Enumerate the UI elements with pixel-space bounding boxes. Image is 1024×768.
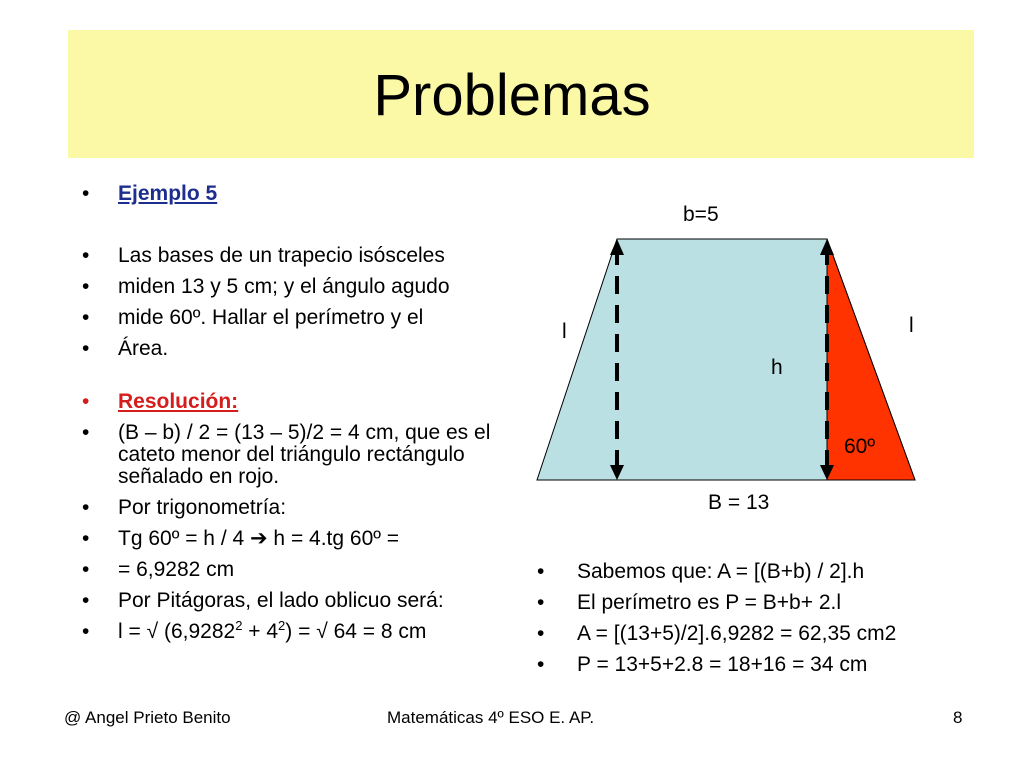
list-item	[82, 559, 527, 581]
trapezoid-diagram	[530, 195, 960, 525]
bullet-icon: •	[82, 496, 90, 519]
resolution-heading: Resolución:	[118, 390, 239, 413]
list-item	[82, 245, 527, 267]
list-item	[82, 528, 527, 550]
formula-part: l = √ (6,9282	[118, 620, 236, 643]
footer-course: Matemáticas 4º ESO E. AP.	[387, 708, 595, 727]
list-item	[82, 497, 527, 519]
list-item	[537, 592, 1007, 614]
bullet-icon: •	[82, 337, 90, 360]
list-item	[537, 654, 1007, 676]
statement-line: mide 60º. Hallar el perímetro y el	[118, 306, 424, 329]
statement-line: miden 13 y 5 cm; y el ángulo agudo	[118, 275, 450, 298]
bullet-icon: •	[82, 390, 90, 413]
bullet-icon: •	[82, 421, 90, 444]
angle-label: 60º	[844, 435, 876, 458]
pythagoras-formula	[118, 620, 426, 643]
list-item	[82, 307, 527, 329]
bullet-icon: •	[82, 244, 90, 267]
bullet-icon: •	[537, 622, 545, 645]
list-item	[82, 391, 527, 413]
bottom-base-label: B = 13	[708, 491, 770, 514]
exponent: 2	[278, 618, 286, 633]
bullet-icon: •	[537, 560, 545, 583]
formula-part: + 4	[242, 620, 279, 643]
bullet-icon: •	[82, 589, 90, 612]
left-side-label: l	[562, 320, 567, 343]
footer-page-number: 8	[953, 708, 963, 727]
footer-author: @ Angel Prieto Benito	[64, 708, 231, 727]
list-item	[82, 618, 527, 643]
bullet-icon: •	[82, 182, 90, 205]
resolution-step: (B – b) / 2 = (13 – 5)/2 = 4 cm, que es el cateto menor del triángulo rectángulo señalado en rojo.	[118, 421, 491, 488]
resolution-step: Por Pitágoras, el lado oblicuo será:	[118, 589, 444, 612]
height-label: h	[771, 356, 783, 379]
list-item	[537, 561, 1007, 583]
solution-line: A = [(13+5)/2].6,9282 = 62,35 cm2	[577, 622, 897, 645]
solution-line: Sabemos que: A = [(B+b) / 2].h	[577, 560, 865, 583]
bullet-icon: •	[537, 591, 545, 614]
top-base-label: b=5	[683, 203, 719, 226]
solution-line: P = 13+5+2.8 = 18+16 = 34 cm	[577, 653, 868, 676]
solution-list	[537, 561, 1007, 685]
statement-line: Área.	[118, 337, 169, 360]
statement-line: Las bases de un trapecio isósceles	[118, 244, 445, 267]
right-side-label: l	[909, 314, 914, 337]
formula-part: ) = √ 64 = 8 cm	[285, 620, 427, 643]
example-heading: Ejemplo 5	[118, 182, 218, 205]
resolution-step: Por trigonometría:	[118, 496, 287, 519]
bullet-icon: •	[82, 558, 90, 581]
trapezoid-figure	[530, 195, 960, 525]
bullet-icon: •	[82, 306, 90, 329]
problem-statement-list	[82, 183, 527, 643]
solution-line: El perímetro es P = B+b+ 2.l	[577, 591, 842, 614]
bullet-icon: •	[82, 620, 90, 643]
resolution-step: Tg 60º = h / 4 ➔ h = 4.tg 60º =	[118, 527, 400, 550]
resolution-step: = 6,9282 cm	[118, 558, 235, 581]
list-item	[82, 422, 527, 488]
bullet-icon: •	[82, 527, 90, 550]
list-item	[82, 338, 527, 360]
bullet-icon: •	[537, 653, 545, 676]
list-item	[537, 623, 1007, 645]
exponent: 2	[235, 618, 243, 633]
slide-title: Problemas	[373, 63, 651, 128]
bullet-icon: •	[82, 275, 90, 298]
list-item	[82, 183, 527, 205]
list-item	[82, 590, 527, 612]
list-item	[82, 276, 527, 298]
